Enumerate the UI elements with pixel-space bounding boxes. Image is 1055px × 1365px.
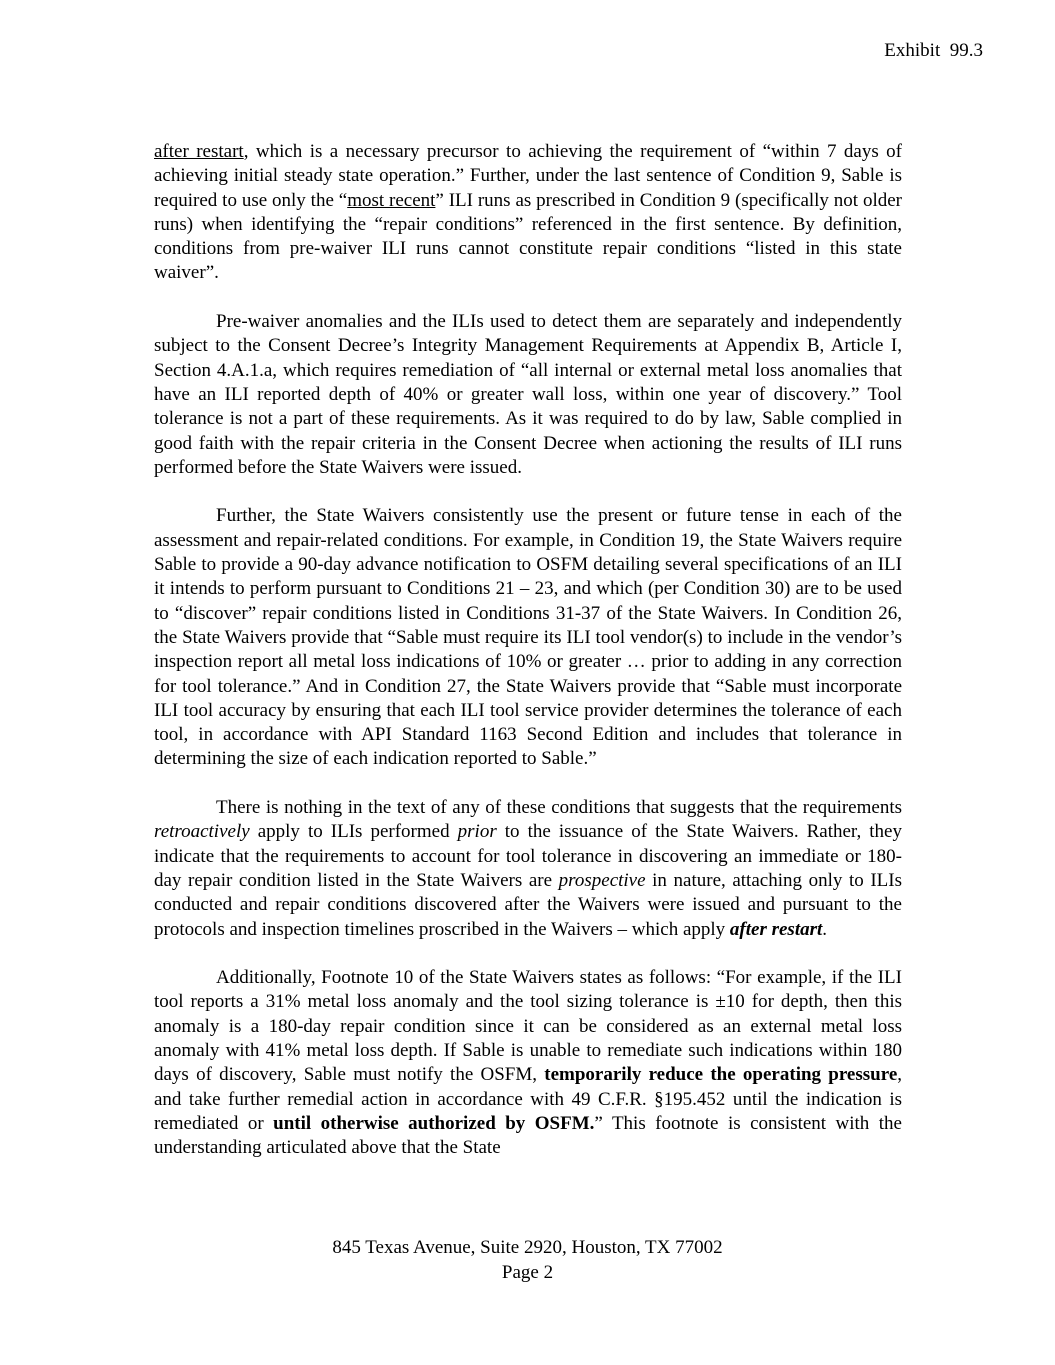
text-run: prospective bbox=[558, 869, 646, 891]
paragraph bbox=[154, 310, 902, 480]
text-run: Further, the State Waivers consistently use the present or future tense in each of the assessment and repair-related conditions. For example, in Condition 19, the State Waivers require Sable to provide a 90-day advance notification to OSFM detailing several specifications of an ILI it intends to perform pursuant to Conditions 21 – 23, and which (per Condition 30) are to be used to “discover” repair conditions listed in Conditions 31-37 of the State Waivers. In Condition 26, the State Waivers provide that “Sable must require its ILI tool vendor(s) to include in the vendor’s inspection report all metal loss indications of 10% or greater … prior to adding in any correction for tool tolerance.” And in Condition 27, the State Waivers provide that “Sable must incorporate ILI tool accuracy by ensuring that each ILI tool service provider determines the tolerance of each tool, in accordance with API Standard 1163 Second Edition and includes that tolerance in determining the size of each indication reported to Sable.” bbox=[154, 505, 902, 770]
text-run: to the issuance of the State Waivers. Rather, they indicate that the requirements to account for tool tolerance in discovering an immediate or 180-day repair condition listed in the State Waivers are bbox=[154, 821, 902, 891]
text-run: prior bbox=[457, 821, 497, 843]
text-run: , which is a necessary precursor to achieving the requirement of “within 7 days of achieving initial steady state operation.” Further, under the last sentence of Condition 9, Sable is required to use only the “ bbox=[154, 141, 902, 211]
text-run: ” This footnote is consistent with the understanding articulated above that the State bbox=[154, 1112, 902, 1159]
text-run: There is nothing in the text of any of these conditions that suggests that the requirements bbox=[216, 797, 902, 819]
text-run: Pre-waiver anomalies and the ILIs used to detect them are separately and independently subject to the Consent Decree’s Integrity Management Requirements at Appendix B, Article I, Section 4.A.1.a, which requires remediation of “all internal or external metal loss anomalies that have an ILI reported depth of 40% or greater wall loss, within one year of discovery.” Tool tolerance is not a part of these requirements. As it was required to do by law, Sable complied in good faith with the repair criteria in the Consent Decree when actioning the results of ILI runs performed before the State Waivers were issued. bbox=[154, 311, 902, 478]
text-run: most recent bbox=[347, 189, 436, 211]
text-run: . bbox=[822, 918, 828, 940]
paragraph bbox=[154, 504, 902, 771]
text-run: after restart bbox=[729, 918, 823, 940]
text-run: after restart bbox=[154, 141, 244, 162]
text-run: Additionally, Footnote 10 of the State Waivers states as follows: “For example, if the ILI tool reports a 31% metal loss anomaly and the tool sizing tolerance is ±10 for depth, then this anomaly is a 180-day repair condition since it can be considered as an external metal loss anomaly with 41% metal loss depth. If Sable is unable to remediate such indications within 180 days of discovery, Sable must notify the OSFM, bbox=[154, 967, 902, 1086]
text-run: retroactively bbox=[154, 821, 250, 843]
text-run: , and take further remedial action in accordance with 49 C.F.R. §195.452 until the indication is remediated or bbox=[154, 1064, 902, 1134]
paragraph bbox=[154, 796, 902, 942]
exhibit-label: Exhibit 99.3 bbox=[884, 40, 983, 61]
text-run: until otherwise authorized by OSFM. bbox=[273, 1112, 595, 1134]
text-run: in nature, attaching only to ILIs conducted and repair conditions discovered after the Waivers were issued and pursuant to the protocols and inspection timelines proscribed in the Waivers – which apply bbox=[154, 869, 902, 940]
page-footer bbox=[0, 1235, 1055, 1285]
paragraph bbox=[154, 140, 902, 286]
text-run: apply to ILIs performed bbox=[249, 821, 458, 843]
document-body bbox=[154, 140, 902, 1185]
text-run: ” ILI runs as prescribed in Condition 9 (specifically not older runs) when identifying the “repair conditions” referenced in the first sentence. By definition, conditions from pre-waiver ILI runs cannot constitute repair conditions “listed in this state waiver”. bbox=[154, 189, 902, 284]
text-run: temporarily reduce the operating pressure bbox=[544, 1064, 898, 1086]
paragraph bbox=[154, 966, 902, 1160]
footer-page-number: Page 2 bbox=[501, 1262, 554, 1283]
footer-address: 845 Texas Avenue, Suite 2920, Houston, TX 77002 bbox=[332, 1237, 723, 1258]
